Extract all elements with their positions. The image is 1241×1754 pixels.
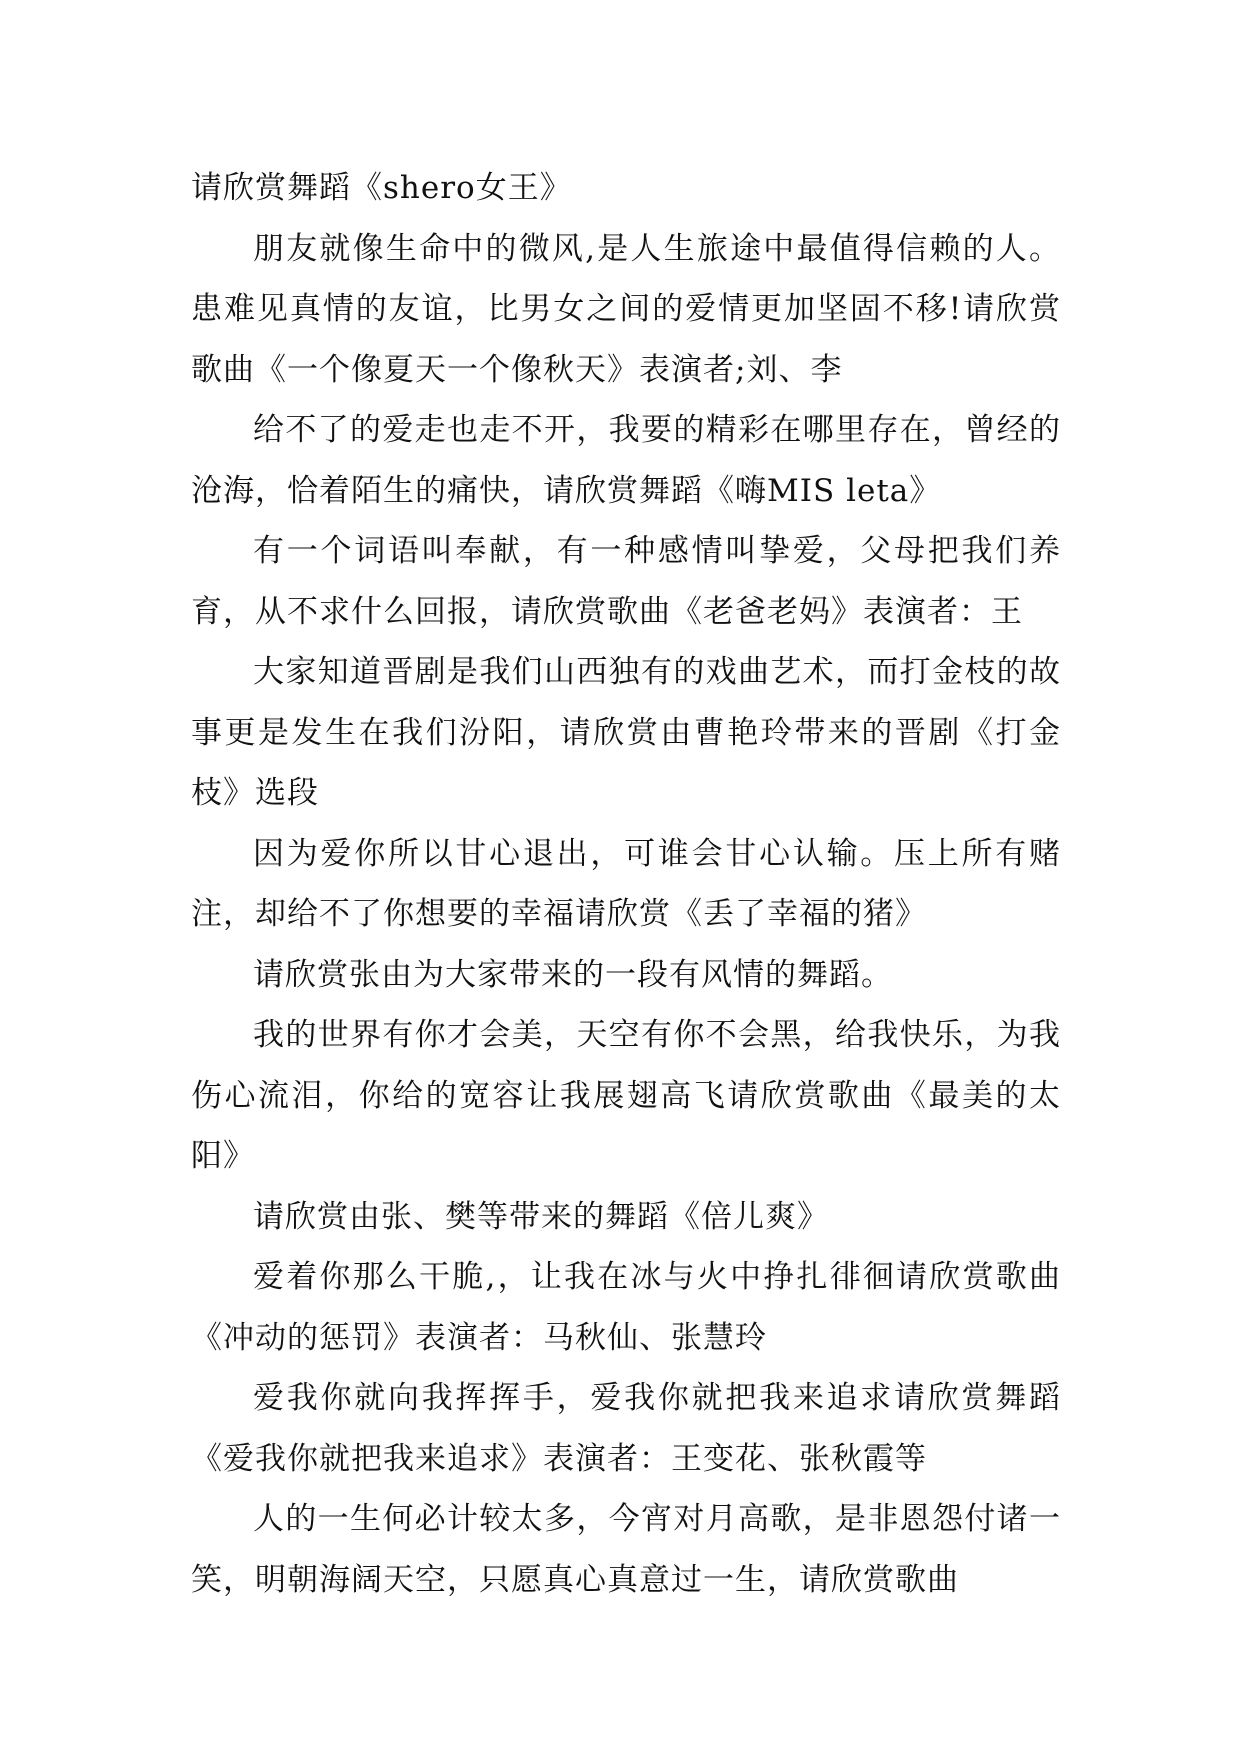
paragraph: 请欣赏由张、樊等带来的舞蹈《倍儿爽》 (253, 1198, 829, 1235)
paragraph: 我的世界有你才会美，天空有你不会黑，给我快乐，为我伤心流泪，你给的宽容让我展翅高飞请欣赏歌曲《最美的太阳》 (191, 1017, 1061, 1174)
paragraph: 大家知道晋剧是我们山西独有的戏曲艺术，而打金枝的故事更是发生在我们汾阳，请欣赏由曹艳玲带来的晋剧《打金枝》选段 (191, 654, 1061, 811)
paragraph: 因为爱你所以甘心退出，可谁会甘心认输。压上所有赌注，却给不了你想要的幸福请欣赏《丢了幸福的猪》 (191, 835, 1061, 932)
paragraph: 请欣赏张由为大家带来的一段有风情的舞蹈。 (253, 956, 893, 993)
paragraph: 给不了的爱走也走不开，我要的精彩在哪里存在，曾经的沧海，恰着陌生的痛快，请欣赏舞蹈《嗨MIS leta》 (191, 412, 1061, 509)
paragraph: 有一个词语叫奉献，有一种感情叫挚爱，父母把我们养育，从不求什么回报，请欣赏歌曲《老爸老妈》表演者：王 (191, 533, 1061, 630)
document-body (191, 158, 1061, 1610)
paragraph: 爱我你就向我挥挥手，爱我你就把我来追求请欣赏舞蹈《爱我你就把我来追求》表演者：王变花、张秋霞等 (191, 1380, 1061, 1477)
paragraph: 爱着你那么干脆,，让我在冰与火中挣扎徘徊请欣赏歌曲《冲动的惩罚》表演者：马秋仙、张慧玲 (191, 1259, 1061, 1356)
paragraph: 朋友就像生命中的微风,是人生旅途中最值得信赖的人。患难见真情的友谊，比男女之间的爱情更加坚固不移!请欣赏歌曲《一个像夏天一个像秋天》表演者;刘、李 (191, 230, 1061, 388)
paragraph: 人的一生何必计较太多，今宵对月高歌，是非恩怨付诸一笑，明朝海阔天空，只愿真心真意过一生，请欣赏歌曲 (191, 1501, 1061, 1598)
paragraph: 请欣赏舞蹈《shero女王》 (191, 170, 572, 206)
